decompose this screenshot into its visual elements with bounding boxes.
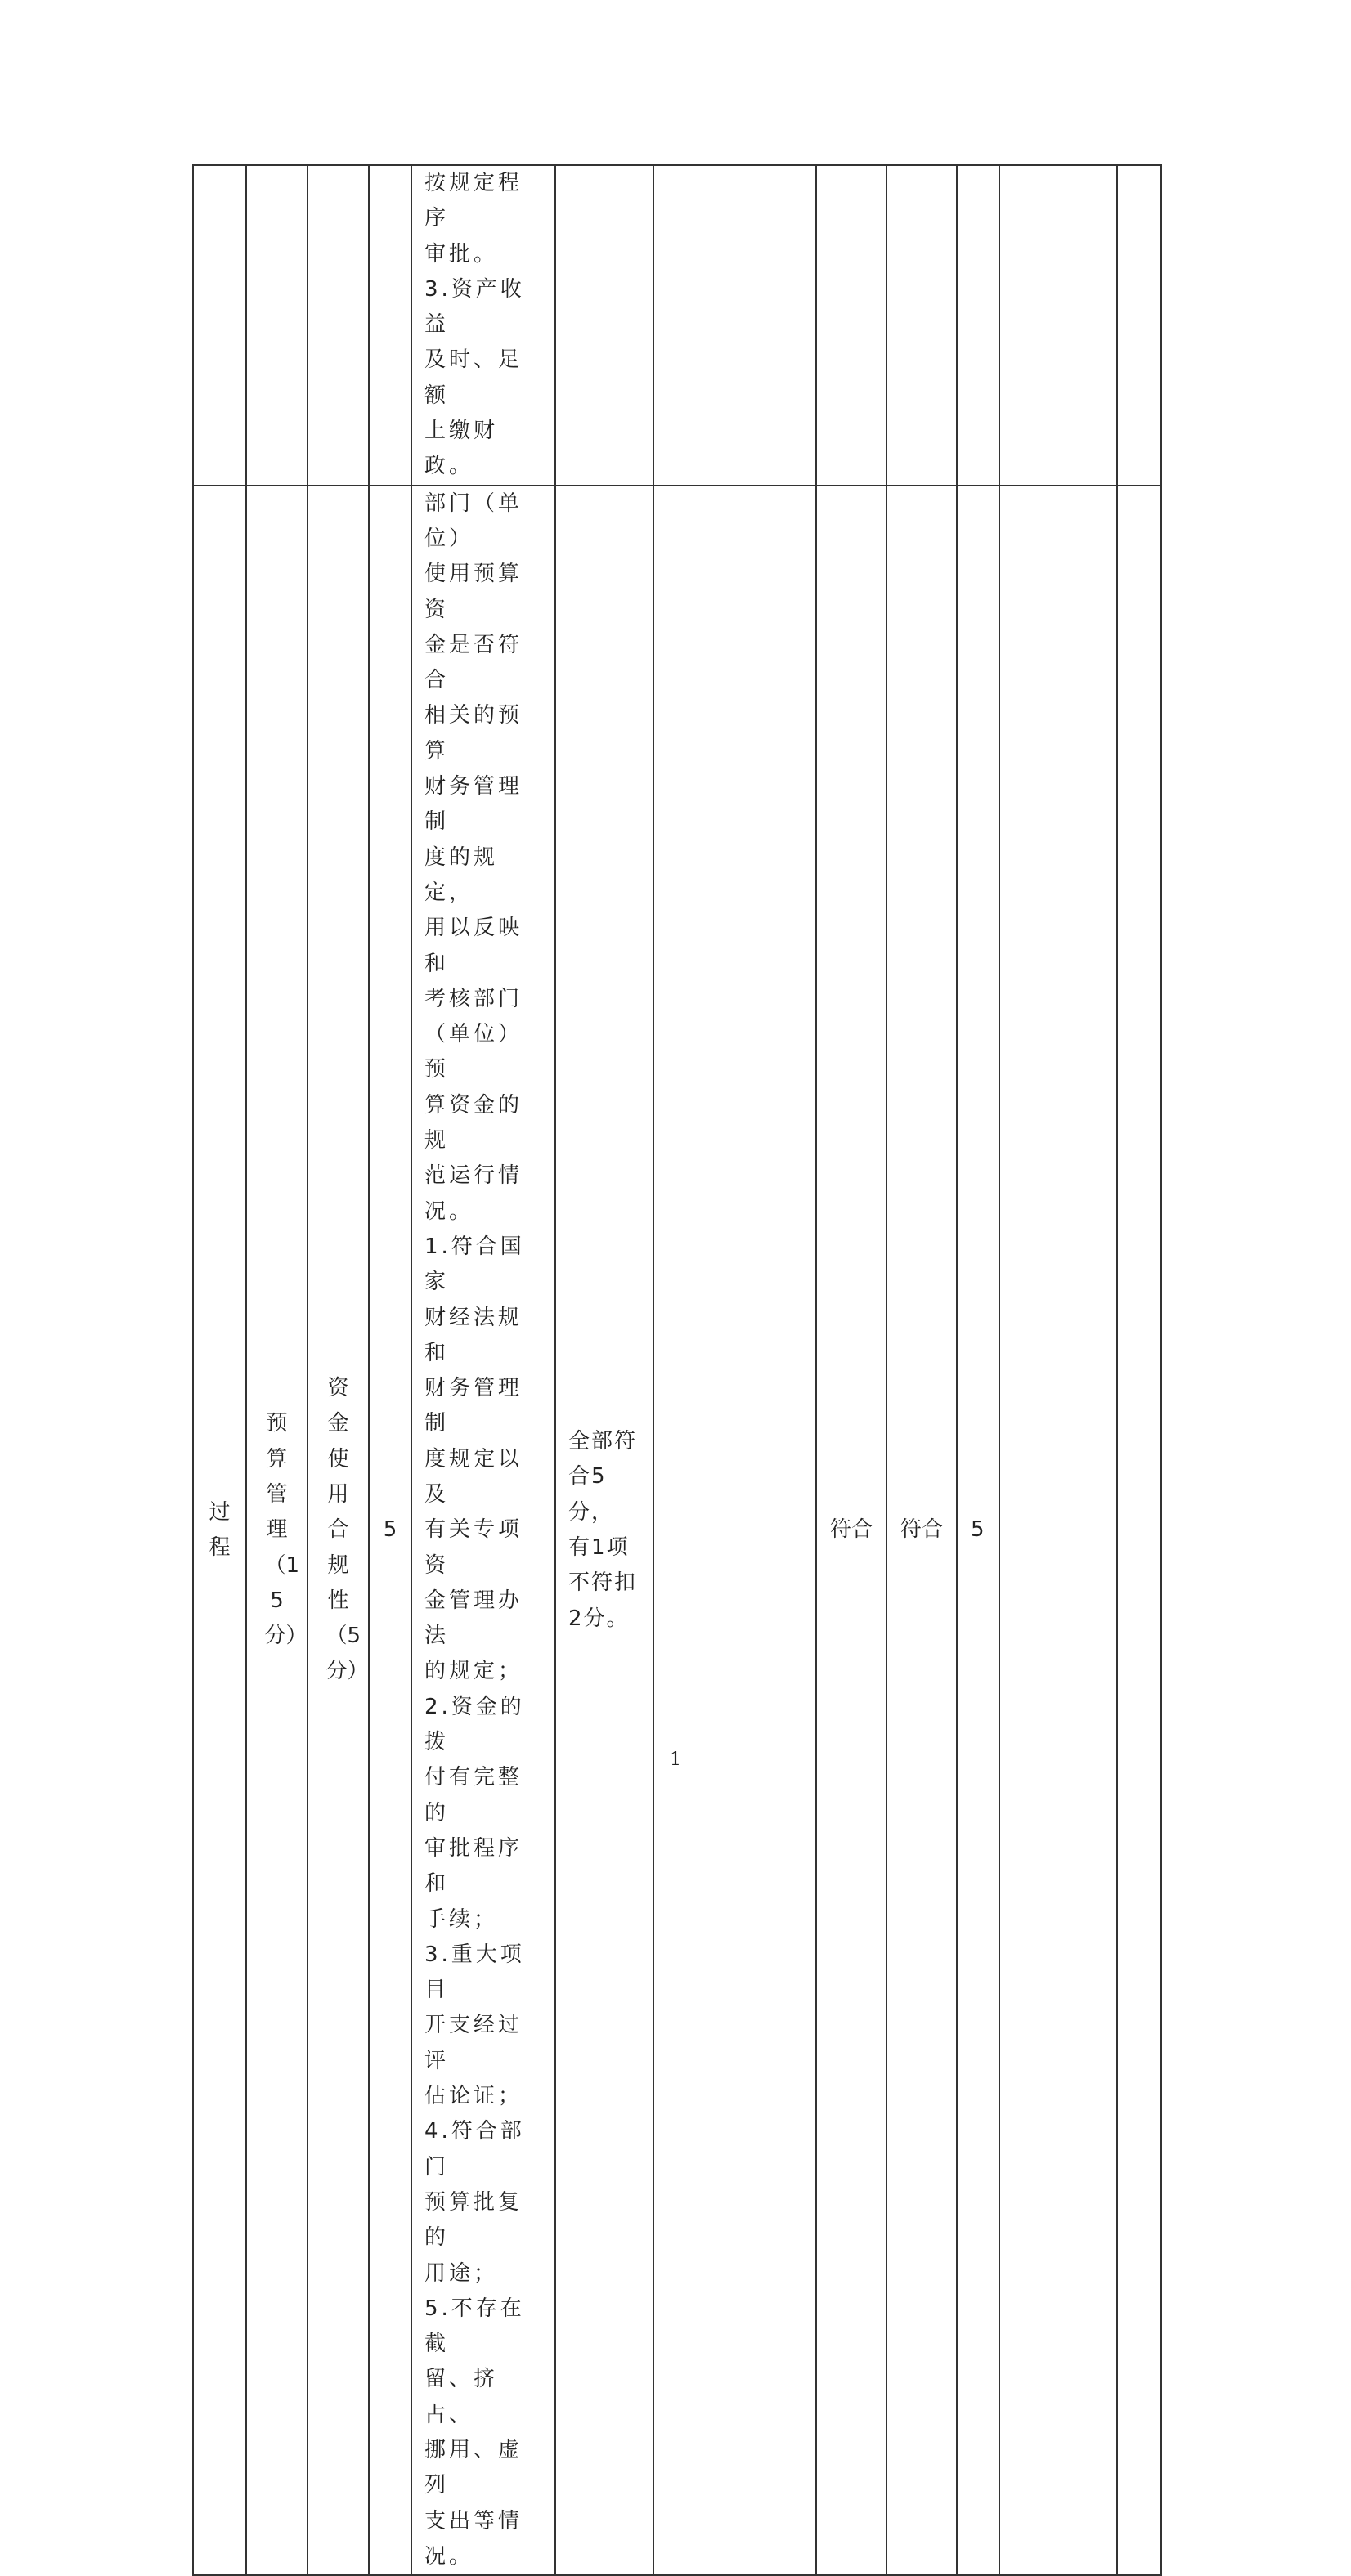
weight-cell: [369, 165, 411, 486]
page-number: 1: [670, 1749, 681, 1770]
weight-cell: 5: [369, 486, 411, 2576]
evidence-cell: [653, 165, 816, 486]
level1-cell: [193, 165, 246, 486]
evidence-cell: [653, 486, 816, 2576]
self-eval-cell: 符合: [816, 486, 886, 2576]
criteria-cell: 按规定程序 审批。 3.资产收益 及时、足额 上缴财政。: [411, 165, 555, 486]
level1-text: 过程: [209, 1499, 231, 1560]
score-cell: [957, 165, 999, 486]
evaluation-table: [192, 164, 1162, 2576]
level3-text: 资金使用合规性（5分）: [325, 1376, 369, 1684]
scoring-standard-cell: 全部符 合5分， 有1项 不符扣 2分。: [555, 486, 653, 2576]
level1-cell: [193, 486, 246, 2576]
remark2-cell: [1117, 165, 1161, 486]
remark-cell: [999, 165, 1117, 486]
table-row: [193, 486, 1161, 2576]
level2-cell: [246, 486, 307, 2576]
score-cell: 5: [957, 486, 999, 2576]
scoring-standard-cell: [555, 165, 653, 486]
review-cell: [886, 165, 957, 486]
table-row: [193, 165, 1161, 486]
criteria-cell: 部门（单位） 使用预算资 金是否符合 相关的预算 财务管理制 度的规定， 用以反映和 考核部门 （单位）预 算资金的规 范运行情 况。 1.符合国家 财经法规和 财务管理制 度规定以及 有关专项资 金管理办法 的规定； 2.资金的拨 付有完整的 审批程序和 手续； 3.重大项目 开支经过评 估论证； 4.符合部门 预算批复的 用途； 5.不存在截 留、挤占、 挪用、虚列 支出等情 况。: [411, 486, 555, 2576]
level3-cell: [307, 486, 369, 2576]
remark-cell: [999, 486, 1117, 2576]
level3-cell: [307, 165, 369, 486]
level2-text: 预算管理（15分）: [264, 1411, 307, 1649]
review-cell: 符合: [886, 486, 957, 2576]
level2-cell: [246, 165, 307, 486]
self-eval-cell: [816, 165, 886, 486]
remark2-cell: [1117, 486, 1161, 2576]
